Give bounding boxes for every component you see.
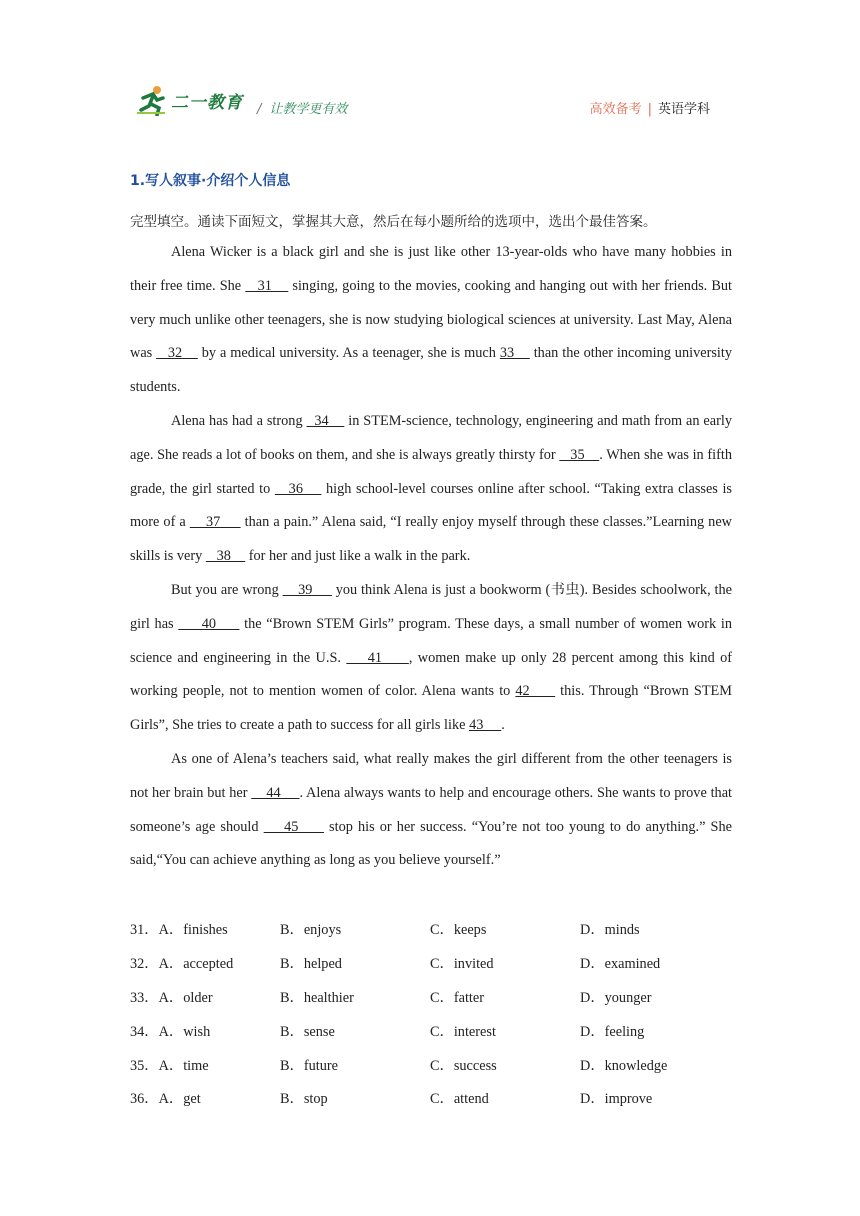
option-choice: 35．A．time: [130, 1057, 209, 1074]
page-header: [135, 82, 725, 122]
option-choice: C．attend: [430, 1091, 489, 1108]
option-choice: D．minds: [580, 922, 640, 938]
answer-blank: 32: [156, 345, 198, 362]
section-title: 1.写人叙事·介绍个人信息: [130, 173, 291, 189]
passage-text: than a pain.” Alena said, “I really enjoy myself through these classes.”Learning new skills is very: [130, 514, 732, 565]
passage-text: by a medical university. As a teenager, she is much: [197, 345, 500, 362]
option-choice: 32．A．accepted: [130, 955, 234, 972]
option-choice: B．enjoys: [280, 922, 342, 938]
answer-blank: 43: [469, 717, 502, 734]
cloze-passage: [130, 236, 732, 878]
answer-blank: 44: [251, 784, 300, 801]
option-choice: D．younger: [580, 989, 652, 1006]
answer-blank: 45: [263, 818, 324, 835]
answer-blank: 36: [274, 480, 322, 497]
option-choice: 33．A．older: [130, 989, 213, 1006]
option-choice: C．invited: [430, 955, 494, 972]
logo: [135, 82, 243, 118]
runner-logo-icon: [135, 84, 169, 116]
answer-blank: 33: [499, 345, 530, 362]
passage-text: you think Alena is just a bookworm (书虫). Besides schoolwork, the girl has: [130, 581, 732, 632]
passage-text: this. Through “Brown STEM Girls”, She tries to create a path to success for all girls like: [130, 683, 732, 734]
passage-text: As one of Alena’s teachers said, what really makes the girl different from the other teenagers is not her brain but her: [130, 750, 732, 801]
passage-text: . Alena always wants to help and encourage others. She wants to prove that someone’s age should: [130, 784, 733, 835]
instruction-text: 完型填空。通读下面短文，掌握其大意，然后在每小题所给的选项中，选出个最佳答案。: [130, 214, 657, 230]
passage-paragraph: [130, 405, 732, 574]
slogan: [257, 98, 347, 117]
tag-subject: 英语学科: [657, 102, 710, 117]
option-choice: D．knowledge: [580, 1057, 668, 1074]
header-tags: [590, 98, 710, 117]
option-row: [130, 912, 750, 946]
passage-text: singing, going to the movies, cooking and hanging out with her friends. But very much unlike other teenagers, she is now studying biological sciences at university. Last May, Alena was: [130, 277, 732, 362]
passage-text: Alena has had a strong: [171, 412, 307, 429]
option-row: [130, 1014, 750, 1048]
answer-blank: 37: [189, 514, 241, 531]
option-choice: B．healthier: [280, 989, 354, 1006]
option-choice: B．future: [280, 1057, 338, 1074]
answer-blank: 39: [282, 581, 332, 598]
option-row: [130, 1081, 750, 1115]
passage-paragraph: [130, 743, 732, 878]
option-choice: B．sense: [280, 1023, 335, 1040]
answer-blank: 41: [346, 649, 409, 666]
option-choice: C．keeps: [430, 922, 487, 938]
answer-blank: 38: [205, 548, 246, 565]
passage-text: .: [501, 717, 505, 734]
option-choice: B．helped: [280, 955, 342, 972]
slogan-slash: /: [257, 102, 262, 117]
option-choice: 36．A．get: [130, 1091, 201, 1108]
tag-separator: |: [647, 102, 652, 117]
passage-text: for her and just like a walk in the park.: [245, 548, 471, 565]
passage-text: than the other incoming university students.: [130, 345, 732, 396]
option-row: [130, 1048, 750, 1082]
option-row: [130, 946, 750, 980]
option-choice: D．examined: [580, 955, 661, 972]
brand-name: 二一教育: [171, 92, 243, 113]
answer-blank: 40: [178, 615, 240, 632]
passage-text: But you are wrong: [171, 581, 283, 598]
passage-text: stop his or her success. “You’re not too young to do anything.” She said,“You can achieve anything as long as you believe yourself.”: [130, 818, 732, 869]
passage-text: , women make up only 28 percent among this kind of working people, not to mention women of color. Alena wants to: [130, 649, 732, 700]
slogan-text: 让教学更有效: [269, 102, 348, 117]
option-choice: D．improve: [580, 1091, 653, 1108]
passage-text: high school-level courses online after school. “Taking extra classes is more of a: [130, 480, 732, 531]
answer-blank: 35: [559, 446, 600, 463]
answer-blank: 31: [245, 277, 289, 294]
passage-text: Alena Wicker is a black girl and she is just like other 13-year-olds who have many hobbies in their free time. She: [130, 244, 732, 294]
answer-blank: 34: [306, 412, 345, 429]
passage-paragraph: [130, 574, 732, 743]
option-choice: C．success: [430, 1057, 497, 1074]
passage-paragraph: [130, 236, 732, 405]
option-choice: 34．A．wish: [130, 1023, 211, 1040]
passage-text: in STEM-science, technology, engineering and math from an early age. She reads a lot of books on them, and she is always greatly thirsty for: [130, 412, 732, 463]
option-choice: B．stop: [280, 1091, 328, 1108]
option-choice: C．interest: [430, 1023, 496, 1040]
answer-options: [130, 912, 750, 1115]
option-choice: C．fatter: [430, 989, 484, 1006]
answer-blank: 42: [515, 683, 556, 700]
option-row: [130, 980, 750, 1014]
option-choice: D．feeling: [580, 1023, 645, 1040]
passage-text: . When she was in fifth grade, the girl started to: [130, 446, 732, 497]
tag-efficient-prep: 高效备考: [589, 102, 642, 117]
option-choice: 31．A．finishes: [130, 922, 228, 938]
passage-text: the “Brown STEM Girls” program. These days, a small number of women work in science and engineering in the U.S.: [130, 615, 733, 666]
